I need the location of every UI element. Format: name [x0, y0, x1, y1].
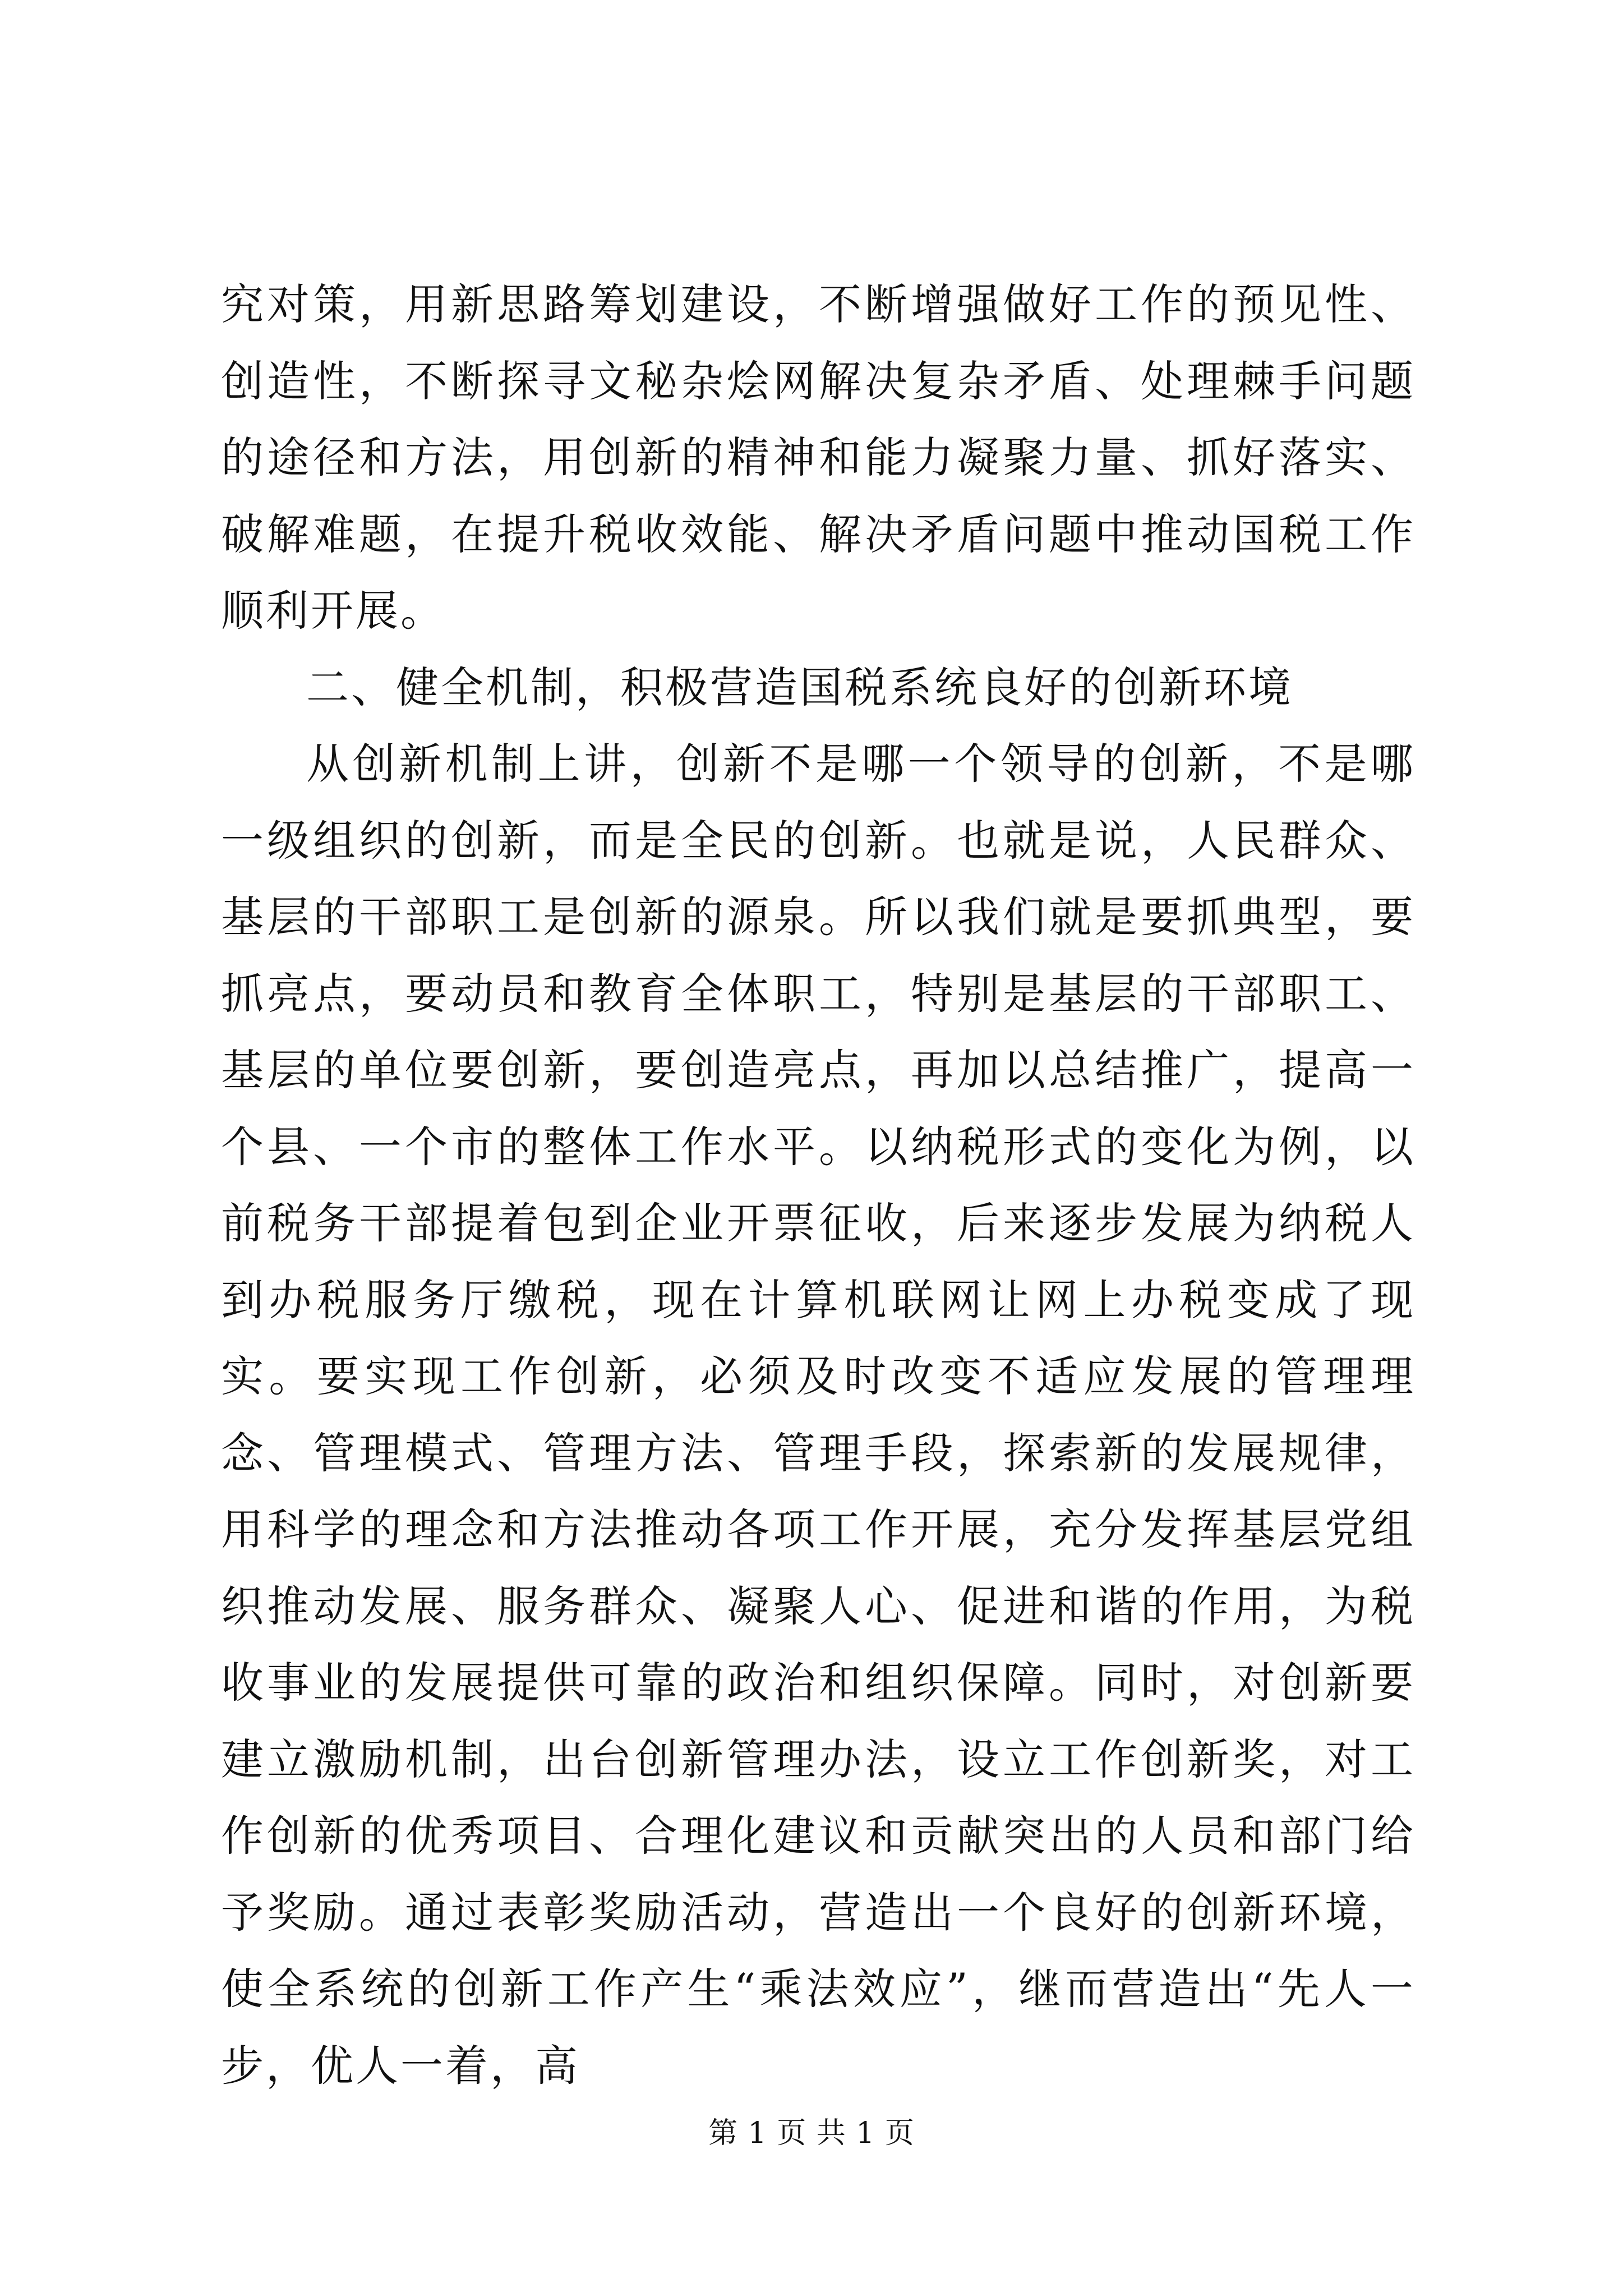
page-footer: 第 1 页 共 1 页 [708, 2116, 915, 2150]
document-body [221, 266, 1415, 2104]
paragraph-continuation: 究对策，用新思路筹划建设，不断增强做好工作的预见性、创造性，不断探寻文秘杂烩网解决复杂矛盾、处理棘手问题的途径和方法，用创新的精神和能力凝聚力量、抓好落实、破解难题，在提升税收效能、解决矛盾问题中推动国税工作顺利开展。 [221, 279, 1415, 636]
section-heading: 二、健全机制，积极营造国税系统良好的创新环境 [306, 662, 1293, 712]
paragraph-body: 从创新机制上讲，创新不是哪一个领导的创新，不是哪一级组织的创新，而是全民的创新。也就是说，人民群众、基层的干部职工是创新的源泉。所以我们就是要抓典型，要抓亮点，要动员和教育全体职工，特别是基层的干部职工、基层的单位要创新，要创造亮点，再加以总结推广，提高一个县、一个市的整体工作水平。以纳税形式的变化为例，以前税务干部提着包到企业开票征收，后来逐步发展为纳税人到办税服务厅缴税，现在计算机联网让网上办税变成了现实。要实现工作创新，必须及时改变不适应发展的管理理念、管理模式、管理方法、管理手段，探索新的发展规律，用科学的理念和方法推动各项工作开展，充分发挥基层党组织推动发展、服务群众、凝聚人心、促进和谐的作用，为税收事业的发展提供可靠的政治和组织保障。同时，对创新要建立激励机制，出台创新管理办法，设立工作创新奖，对工作创新的优秀项目、合理化建议和贡献突出的人员和部门给予奖励。通过表彰奖励活动，营造出一个良好的创新环境，使全系统的创新工作产生“乘法效应”，继而营造出“先人一步，优人一着，高 [221, 739, 1415, 2091]
